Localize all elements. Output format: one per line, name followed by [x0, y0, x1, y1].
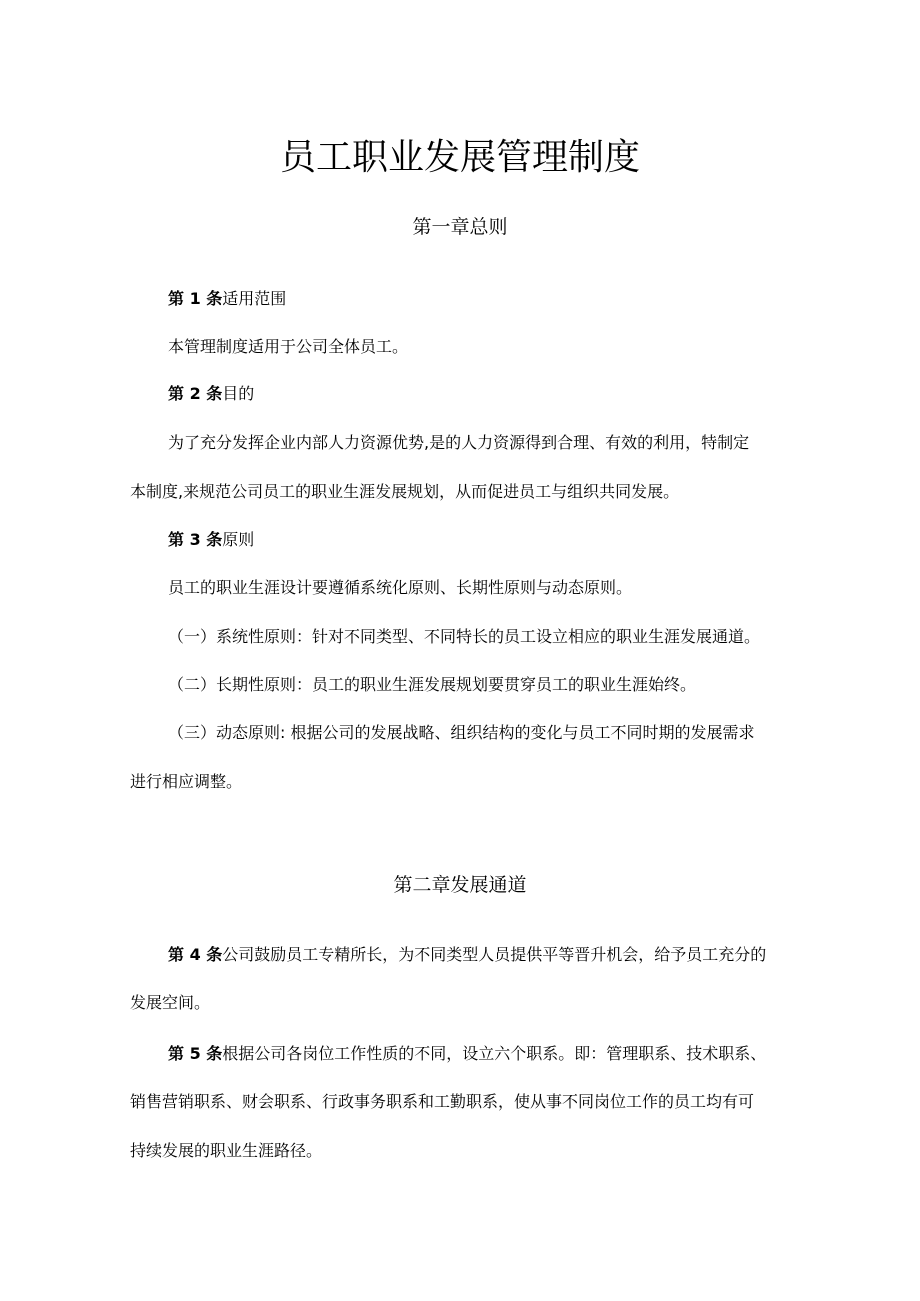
article-1-text: 本管理制度适用于公司全体员工。 — [168, 337, 409, 356]
article-4-label: 第 4 条 — [168, 945, 223, 964]
article-2-text-line-1: 为了充分发挥企业内部人力资源优势,是的人力资源得到合理、有效的利用，特制定 — [168, 433, 750, 452]
chapter-1-heading: 第一章总则 — [412, 216, 508, 238]
article-3-title: 原则 — [222, 530, 255, 549]
article-5-text-line-1: 根据公司各岗位工作性质的不同，设立六个职系。即：管理职系、技术职系、 — [222, 1044, 767, 1063]
article-1-label: 第 1 条 — [168, 289, 223, 308]
article-5-line-1 — [168, 1042, 766, 1066]
article-2-label: 第 2 条 — [168, 384, 223, 403]
article-5-text-line-3: 持续发展的职业生涯路径。 — [130, 1141, 323, 1160]
chapter-2-heading: 第二章发展通道 — [393, 874, 527, 896]
document-title: 员工职业发展管理制度 — [279, 137, 640, 178]
article-4-text-line-1: 公司鼓励员工专精所长，为不同类型人员提供平等晋升机会，给予员工充分的 — [222, 945, 767, 964]
article-3-item-1: （一）系统性原则：针对不同类型、不同特长的员工设立相应的职业生涯发展通道。 — [168, 627, 761, 646]
article-1-heading — [168, 287, 286, 311]
article-2-text-line-2: 本制度,来规范公司员工的职业生涯发展规划，从而促进员工与组织共同发展。 — [130, 482, 680, 501]
article-4-text-line-2: 发展空间。 — [130, 993, 211, 1012]
article-5-label: 第 5 条 — [168, 1044, 223, 1063]
article-5-text-line-2: 销售营销职系、财会职系、行政事务职系和工勤职系，使从事不同岗位工作的员工均有可 — [130, 1092, 755, 1111]
article-4-line-1 — [168, 943, 766, 967]
article-3-label: 第 3 条 — [168, 530, 223, 549]
article-3-item-2: （二）长期性原则：员工的职业生涯发展规划要贯穿员工的职业生涯始终。 — [168, 675, 697, 694]
article-3-heading — [168, 528, 254, 552]
article-2-title: 目的 — [222, 384, 255, 403]
article-2-heading — [168, 382, 254, 406]
article-3-item-3-line-2: 进行相应调整。 — [130, 772, 243, 791]
article-3-item-3-line-1: （三）动态原则: 根据公司的发展战略、组织结构的变化与员工不同时期的发展需求 — [168, 723, 755, 742]
article-3-text: 员工的职业生涯设计要遵循系统化原则、长期性原则与动态原则。 — [168, 578, 633, 597]
article-1-title: 适用范围 — [222, 289, 287, 308]
